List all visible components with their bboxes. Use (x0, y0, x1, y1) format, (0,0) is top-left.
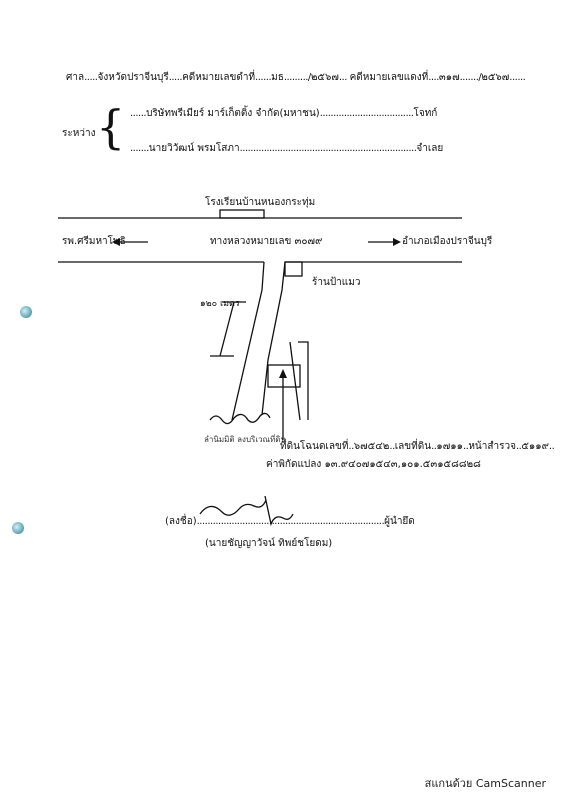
side-road-right-edge (262, 262, 285, 415)
pointer-arrow-head (279, 369, 287, 378)
distance-line (220, 302, 234, 356)
deed-label: ที่ดินโฉนดเลขที่ (280, 441, 349, 452)
land-no: ๑๗๑๑ (436, 441, 463, 452)
court-name: จังหวัดปราจีนบุรี (97, 72, 169, 83)
signature-line: (ลงชื่อ)......................................................................ผู้นำยึด (165, 516, 415, 527)
punch-hole-top (20, 306, 32, 318)
black-case-label: คดีหมายเลขดำที่ (182, 72, 256, 83)
black-case-no: มธ (271, 72, 284, 83)
distance-label: ๑๒๐ เมตร (200, 299, 240, 309)
handwriting-scribble (210, 413, 270, 423)
red-case-year: ๒๕๖๗ (481, 72, 510, 83)
coord-label: ค่าพิกัดแปลง (266, 459, 322, 470)
survey-page-no: ๕๑๑๙ (521, 441, 549, 452)
handwritten-note: ลำนิมมิติ ลงบริเวณที่ดิน (204, 435, 286, 444)
side-road-left-edge (232, 262, 264, 420)
defendant-role: จำเลย (416, 143, 444, 154)
arrow-right-head (393, 238, 401, 246)
plaintiff-line: ......บริษัทพรีเมียร์ มาร์เก็ตติ้ง จำกัด(มหาชน)...................................โจทก์ (130, 108, 438, 119)
brace-icon: { (96, 100, 126, 154)
deed-no: ๖๗๕๔๒ (353, 441, 390, 452)
punch-hole-bottom (12, 522, 24, 534)
defendant-name: นายวิวัฒน์ พรมโสภา (148, 143, 240, 154)
district-label: อำเภอเมืองปราจีนบุรี (402, 236, 493, 247)
highway-label: ทางหลวงหมายเลข ๓๐๗๙ (210, 236, 323, 247)
plaintiff-name: บริษัทพรีเมียร์ มาร์เก็ตติ้ง จำกัด(มหาชน) (146, 108, 320, 119)
scanner-watermark: สแกนด้วย CamScanner (424, 777, 546, 790)
case-header: ศาล.....จังหวัดปราจีนบุรี.....คดีหมายเลขดำที่......มธ........./๒๕๖๗... คดีหมายเลขแดงที่....๓๑๗......./๒๕๖๗...... (66, 72, 526, 83)
sign-label: (ลงชื่อ) (165, 516, 197, 527)
signer-name: (นายชัญญาวัจน์ ทิพย์ชโยดม) (205, 538, 333, 549)
school-building (220, 210, 264, 218)
deed-line: ที่ดินโฉนดเลขที่..๖๗๕๔๒..เลขที่ดิน..๑๗๑๑..หน้าสำรวจ..๕๑๑๙.. (280, 441, 555, 452)
coord-value: ๑๓.๙๔๐๗๑๕๔๓,๑๐๑.๕๓๑๕๘๘๒๘ (324, 459, 481, 470)
hospital-label: รพ.ศรีมหาโพธิ (62, 236, 126, 247)
land-no-label: เลขที่ดิน (394, 441, 432, 452)
red-case-no: ๓๑๗ (438, 72, 460, 83)
school-label: โรงเรียนบ้านหนองกระทุ่ม (205, 197, 316, 208)
defendant-line: .......นายวิวัฒน์ พรมโสภา..................................................................จำเลย (130, 143, 444, 154)
coord-line (266, 459, 481, 471)
plot-boundary-inner (290, 342, 300, 420)
signature-role: ผู้นำยึด (384, 516, 415, 527)
black-case-year: ๒๕๖๗ (310, 72, 339, 83)
red-case-label: คดีหมายเลขแดงที่ (349, 72, 429, 83)
shop-building (285, 262, 302, 276)
between-label: ระหว่าง (62, 128, 96, 139)
shop-label: ร้านป้าแมว (312, 277, 361, 288)
plaintiff-role: โจทก์ (413, 108, 438, 119)
survey-page-label: หน้าสำรวจ (468, 441, 516, 452)
court-label: ศาล (66, 72, 85, 83)
